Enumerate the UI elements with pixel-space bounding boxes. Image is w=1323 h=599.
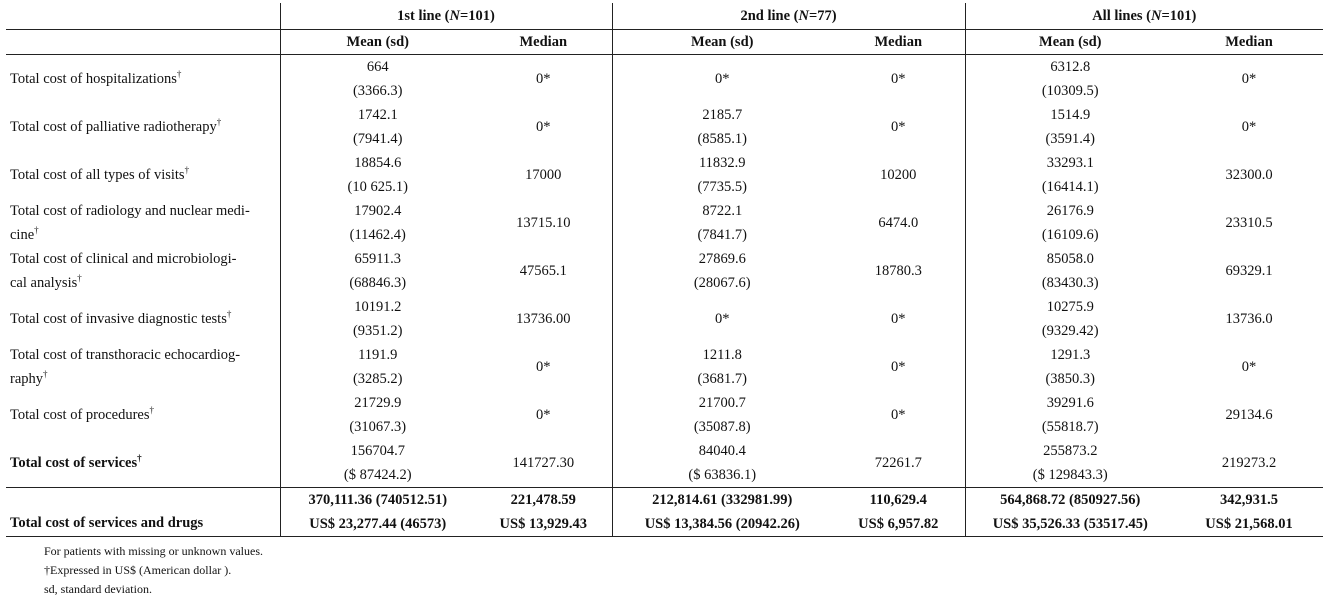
total-row [6, 488, 1323, 537]
table-row [6, 199, 1323, 247]
mean-sd-cell: 84040.4 ($ 63836.1) [612, 439, 832, 488]
median-cell: 0* [536, 71, 551, 87]
footnotes [44, 542, 263, 599]
footnote-sd: sd, standard deviation. [44, 582, 152, 596]
median-cell: 0* [1241, 119, 1257, 135]
median-cell: 72261.7 [874, 455, 922, 471]
mean-sd-cell: 156704.7 ($ 87424.2) [280, 439, 475, 488]
dagger-mark: † [184, 165, 190, 176]
table-body [6, 55, 1323, 488]
row-label: Total cost of procedures† [10, 405, 155, 423]
subheader-median: Median [1175, 30, 1323, 55]
table-row [6, 55, 1323, 104]
mean-sd-cell: 18854.6 (10 625.1) [280, 151, 475, 199]
mean-sd-cell: 10275.9 (9329.42) [965, 295, 1175, 343]
total-median-cell: 110,629.4 US$ 6,957.82 [832, 488, 965, 537]
median-cell: 0* [536, 359, 551, 375]
mean-sd-cell: 664 (3366.3) [280, 55, 475, 104]
row-label: Total cost of radiology and nuclear medi- cine† [10, 203, 250, 243]
cost-table [6, 3, 1323, 537]
mean-sd-cell: 1291.3 (3850.3) [965, 343, 1175, 391]
subheader-mean: Mean (sd) [965, 30, 1175, 55]
footnote-missing: For patients with missing or unknown values. [44, 544, 263, 558]
group-header-1st-line: 1st line (N=101) [280, 3, 612, 30]
dagger-mark: † [149, 405, 155, 416]
subheader-mean: Mean (sd) [280, 30, 475, 55]
subheader-row [6, 30, 1323, 55]
median-cell: 141727.30 [512, 455, 575, 471]
median-cell: 0* [891, 119, 906, 135]
median-cell: 13736.0 [1225, 311, 1273, 327]
median-cell: 29134.6 [1225, 407, 1273, 423]
median-cell: 0* [891, 359, 906, 375]
total-median-cell: 342,931.5 US$ 21,568.01 [1175, 488, 1323, 537]
mean-sd-cell: 17902.4 (11462.4) [280, 199, 475, 247]
median-cell: 0* [536, 407, 551, 423]
total-median-cell: 221,478.59 US$ 13,929.43 [475, 488, 612, 537]
mean-sd-cell: 11832.9 (7735.5) [612, 151, 832, 199]
mean-sd-cell: 1211.8 (3681.7) [612, 343, 832, 391]
mean-sd-cell: 255873.2 ($ 129843.3) [965, 439, 1175, 488]
median-cell: 17000 [525, 167, 562, 183]
row-label: Total cost of transthoracic echocardiog- raphy† [10, 347, 241, 387]
median-cell: 47565.1 [519, 263, 567, 279]
median-cell: 18780.3 [874, 263, 922, 279]
dagger-mark: † [226, 309, 232, 320]
dagger-mark: † [43, 369, 48, 380]
mean-sd-cell: 65911.3 (68846.3) [280, 247, 475, 295]
dagger-mark: † [77, 273, 82, 284]
mean-sd-cell: 85058.0 (83430.3) [965, 247, 1175, 295]
median-cell: 10200 [880, 167, 917, 183]
subheader-mean: Mean (sd) [612, 30, 832, 55]
median-cell: 0* [891, 311, 906, 327]
header-blank [6, 3, 280, 30]
table-row [6, 343, 1323, 391]
table-total [6, 488, 1323, 537]
median-cell: 6474.0 [878, 215, 919, 231]
mean-sd-cell: 8722.1 (7841.7) [612, 199, 832, 247]
footnote-currency: †Expressed in US$ (American dollar ). [44, 563, 232, 577]
mean-sd-cell: 21729.9 (31067.3) [280, 391, 475, 439]
median-cell: 0* [1241, 359, 1257, 375]
table-row [6, 391, 1323, 439]
row-label: Total cost of all types of visits† [10, 165, 190, 183]
median-cell: 23310.5 [1225, 215, 1273, 231]
group-header-2nd-line: 2nd line (N=77) [612, 3, 965, 30]
row-label: Total cost of hospitalizations† [10, 69, 182, 87]
total-mean-cell: 370,111.36 (740512.51) US$ 23,277.44 (46573) [280, 488, 475, 537]
mean-sd-cell: 27869.6 (28067.6) [612, 247, 832, 295]
mean-sd-cell: 26176.9 (16109.6) [965, 199, 1175, 247]
table-row [6, 103, 1323, 151]
row-label: Total cost of invasive diagnostic tests† [10, 309, 232, 327]
group-header-all-lines: All lines (N=101) [965, 3, 1323, 30]
table-row [6, 151, 1323, 199]
subheader-median: Median [832, 30, 965, 55]
mean-sd-cell: 39291.6 (55818.7) [965, 391, 1175, 439]
dagger-mark: † [176, 69, 182, 80]
median-cell: 13715.10 [516, 215, 571, 231]
dagger-mark: † [216, 117, 222, 128]
mean-sd-cell: 2185.7 (8585.1) [612, 103, 832, 151]
mean-sd-cell: 6312.8 (10309.5) [965, 55, 1175, 104]
table-row [6, 439, 1323, 488]
median-cell: 32300.0 [1225, 167, 1273, 183]
row-label: Total cost of services† [10, 453, 142, 471]
group-header-row [6, 3, 1323, 30]
mean-sd-cell: 0* [612, 55, 832, 104]
median-cell: 13736.00 [516, 311, 571, 327]
row-label: Total cost of clinical and microbiologi- cal analysis† [10, 251, 237, 291]
table-row [6, 295, 1323, 343]
total-mean-cell: 564,868.72 (850927.56) US$ 35,526.33 (53517.45) [965, 488, 1175, 537]
subheader-median: Median [475, 30, 612, 55]
mean-sd-cell: 33293.1 (16414.1) [965, 151, 1175, 199]
mean-sd-cell: 21700.7 (35087.8) [612, 391, 832, 439]
dagger-mark: † [34, 225, 39, 236]
row-label: Total cost of services and drugs [6, 488, 280, 537]
mean-sd-cell: 1742.1 (7941.4) [280, 103, 475, 151]
row-label: Total cost of palliative radiotherapy† [10, 117, 222, 135]
total-mean-cell: 212,814.61 (332981.99) US$ 13,384.56 (20942.26) [612, 488, 832, 537]
median-cell: 0* [536, 119, 551, 135]
dagger-mark: † [137, 453, 142, 464]
mean-sd-cell: 1514.9 (3591.4) [965, 103, 1175, 151]
median-cell: 0* [891, 407, 906, 423]
median-cell: 0* [891, 71, 906, 87]
mean-sd-cell: 1191.9 (3285.2) [280, 343, 475, 391]
median-cell: 69329.1 [1225, 263, 1273, 279]
median-cell: 0* [1241, 71, 1257, 87]
mean-sd-cell: 10191.2 (9351.2) [280, 295, 475, 343]
mean-sd-cell: 0* [612, 295, 832, 343]
subheader-blank [6, 30, 280, 55]
median-cell: 219273.2 [1221, 455, 1277, 471]
table-row [6, 247, 1323, 295]
